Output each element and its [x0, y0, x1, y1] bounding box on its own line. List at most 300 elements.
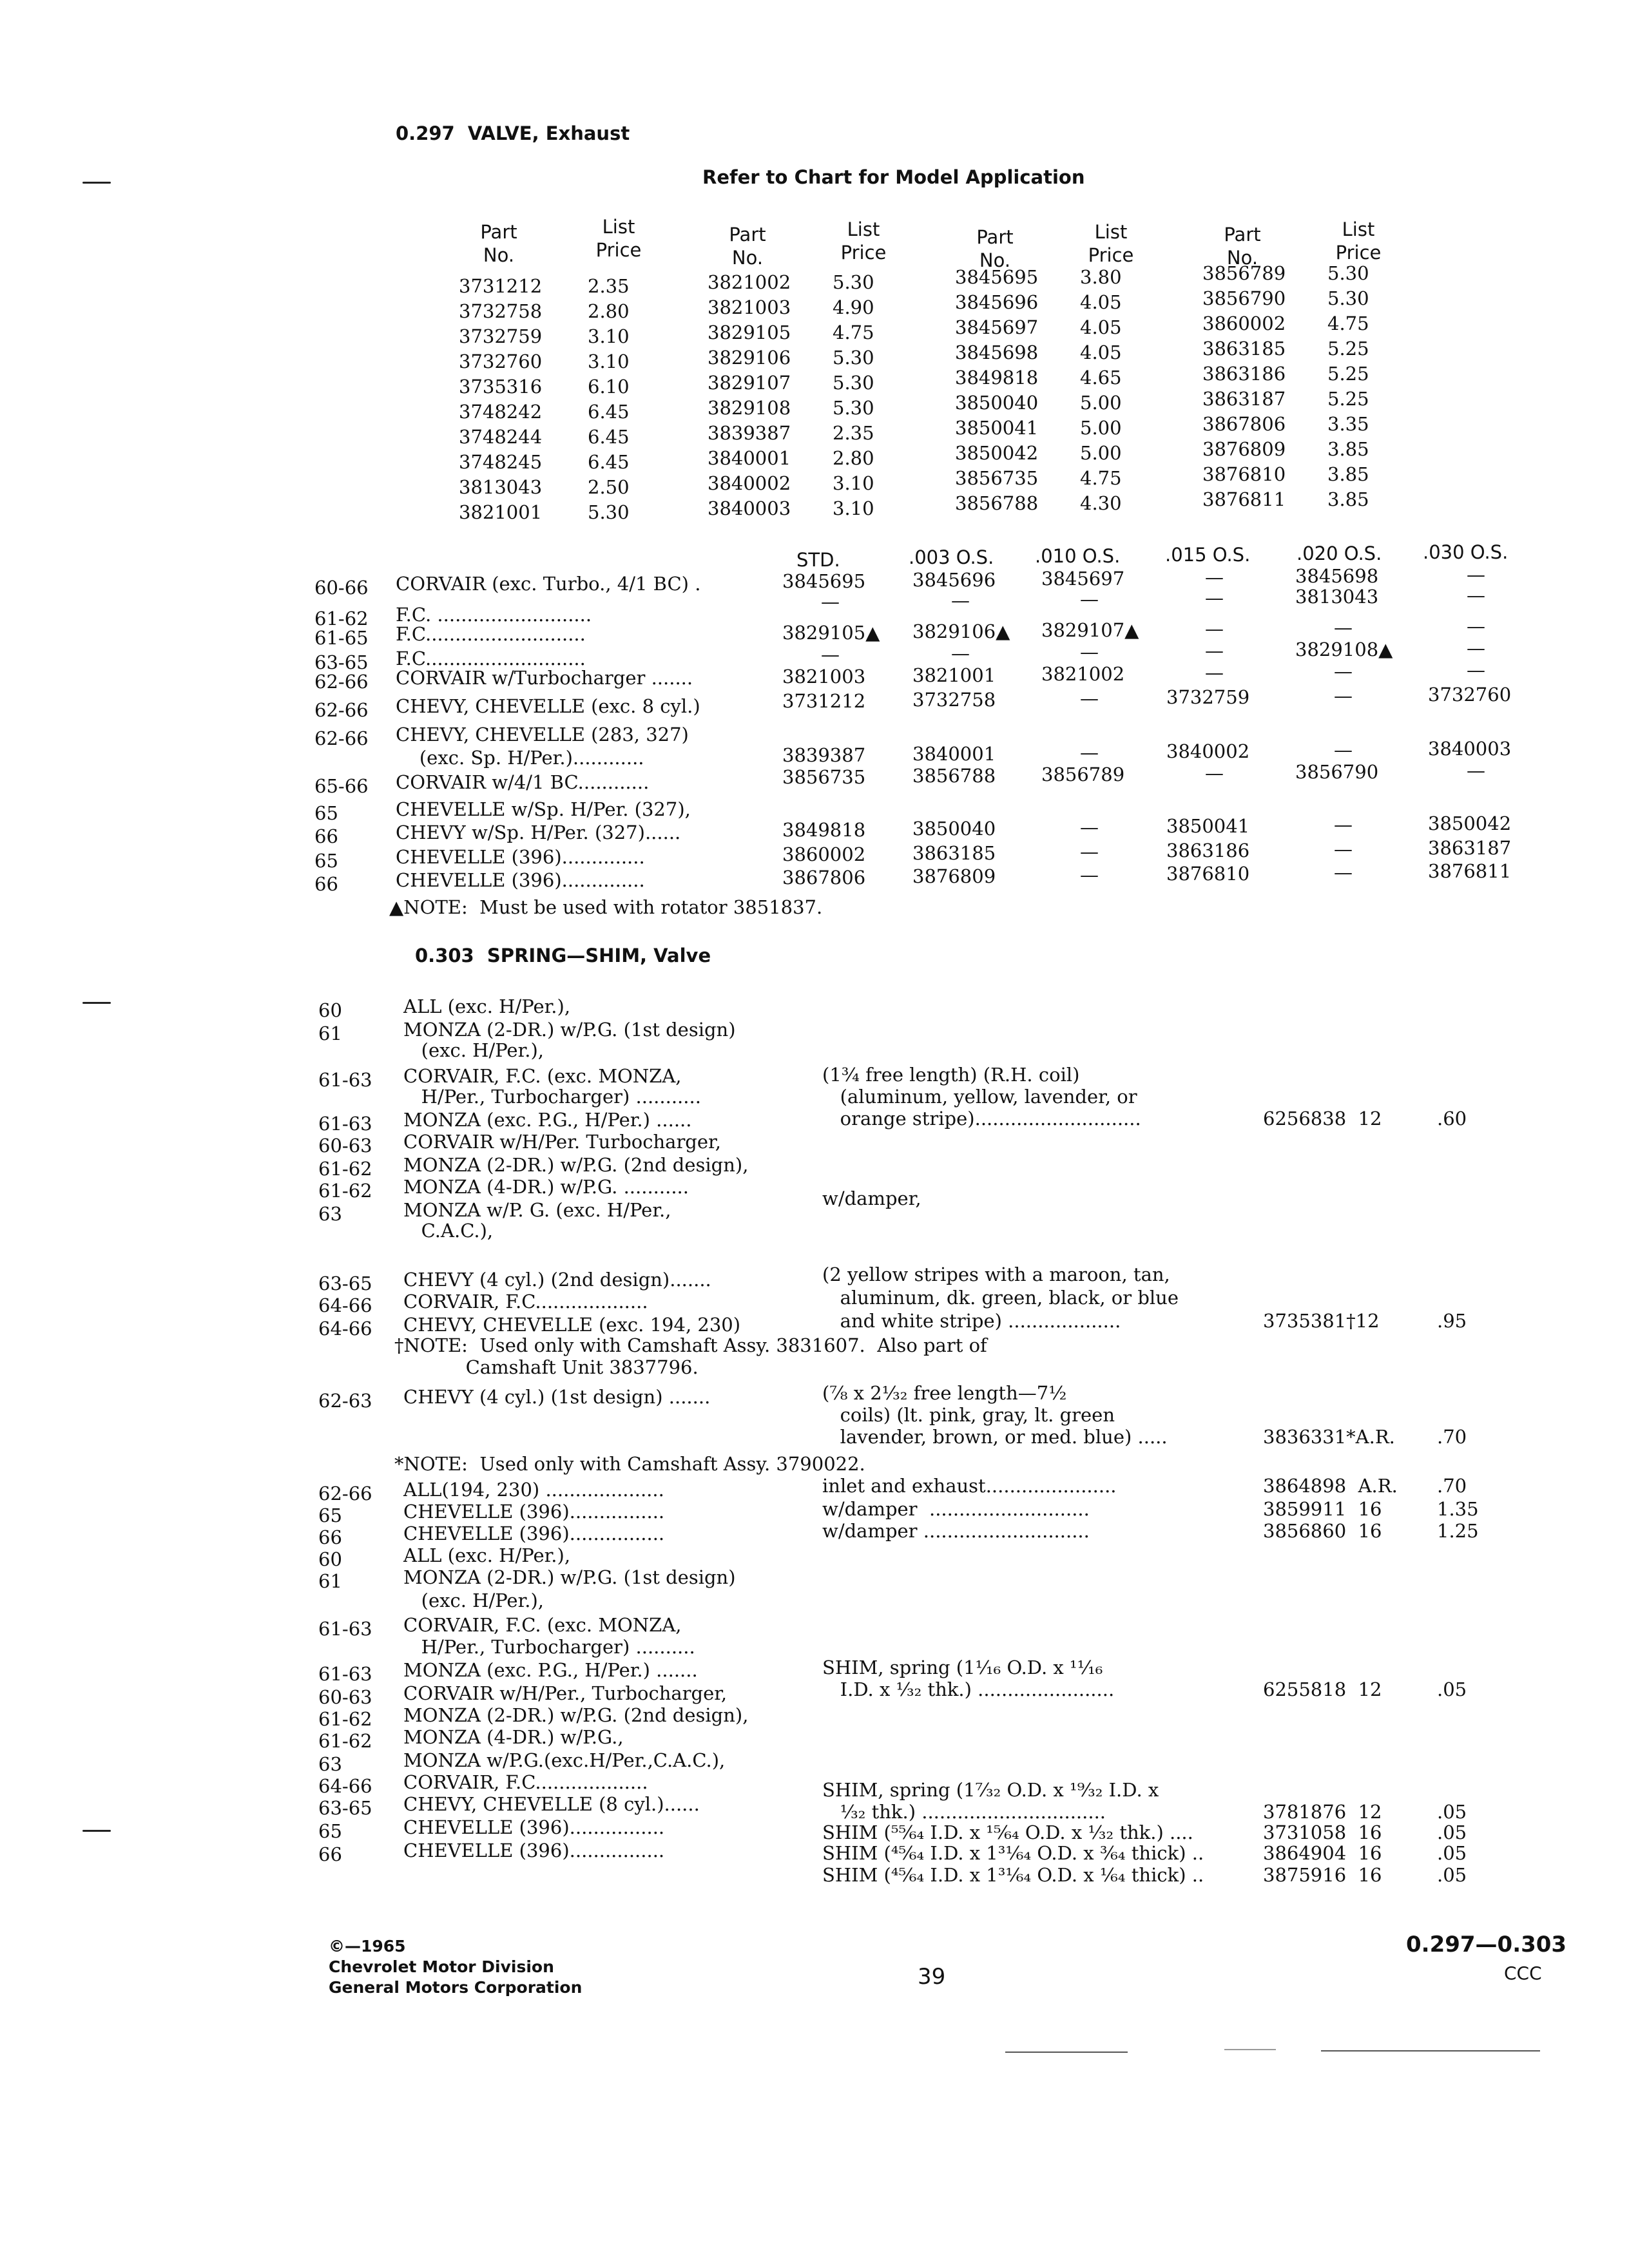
spring-row-desc: MONZA (2-DR.) w/P.G. (1st design) [403, 1019, 736, 1041]
price-table-list-price: 2.50 [588, 476, 630, 498]
spring-row-desc: CHEVY, CHEVELLE (8 cyl.)...... [403, 1793, 700, 1815]
spring-row-part: 6256838 12 [1263, 1108, 1382, 1129]
oversize-cell: — [951, 642, 970, 664]
price-table-part-no: 3840001 [708, 447, 791, 469]
oversize-row-desc: F.C........................... [396, 648, 586, 669]
division: Chevrolet Motor Division [329, 1957, 554, 1976]
spring-row-desc: CORVAIR w/H/Per. Turbocharger, [403, 1131, 721, 1153]
oversize-cell: — [1334, 861, 1353, 883]
price-table-list-price: 5.30 [833, 372, 874, 394]
spring-row-desc: CORVAIR, F.C................... [403, 1771, 648, 1793]
oversize-cell: 3839387 [782, 744, 866, 766]
margin-mark-3 [82, 1830, 111, 1832]
spring-row-desc: MONZA (exc. P.G., H/Per.) ...... [403, 1109, 692, 1131]
oversize-cell: — [1205, 618, 1224, 640]
price-table-list-price: 3.85 [1327, 463, 1369, 485]
spring-row-year: 64-66 [318, 1775, 372, 1797]
spring-row-desc: (exc. H/Per.), [403, 1590, 545, 1611]
spring-row-desc: MONZA (2-DR.) w/P.G. (1st design) [403, 1566, 736, 1588]
price-table-part-no: 3829107 [708, 372, 791, 394]
spring-row-desc: ALL (exc. H/Per.), [403, 1544, 571, 1566]
price-table-list-price: 5.30 [833, 271, 874, 293]
oversize-row-year: 66 [314, 873, 338, 895]
spring-row-year: 60-63 [318, 1686, 372, 1708]
spring-row-year: 60 [318, 999, 342, 1021]
spring-row-desc: H/Per., Turbocharger) .......... [403, 1636, 695, 1658]
oversize-row-year: 65-66 [314, 775, 369, 797]
spring-row-desc: CORVAIR, F.C. (exc. MONZA, [403, 1065, 682, 1087]
price-table-list-price: 3.80 [1080, 266, 1122, 288]
oversize-cell: — [821, 591, 840, 613]
spring-row-spec: aluminum, dk. green, black, or blue [822, 1287, 1179, 1309]
spring-row-year: 63 [318, 1753, 342, 1775]
price-table-list-price: 4.65 [1080, 367, 1122, 389]
spring-row-part: 6255818 12 [1263, 1678, 1382, 1700]
oversize-col-header: STD. [796, 549, 840, 571]
price-table-list-price: 6.45 [588, 426, 630, 448]
price-table-list-price: 3.35 [1327, 413, 1369, 435]
spring-row-year: 63 [318, 1203, 342, 1225]
price-table-part-no: 3845696 [955, 291, 1039, 313]
oversize-cell: 3845697 [1041, 568, 1125, 590]
spring-row-year: 62-63 [318, 1390, 372, 1412]
spring-row-year: 60-63 [318, 1135, 372, 1157]
oversize-cell: 3840001 [912, 743, 996, 765]
price-table-part-no: 3829108 [708, 397, 791, 419]
spring-row-part: 3731058 16 [1263, 1821, 1382, 1843]
spring-row-desc: MONZA (2-DR.) w/P.G. (2nd design), [403, 1154, 749, 1176]
bottom-rule-3 [1321, 2050, 1540, 2052]
oversize-cell: 3821001 [912, 664, 996, 686]
oversize-cell: — [1334, 739, 1353, 761]
spring-row-spec: lavender, brown, or med. blue) ..... [822, 1426, 1168, 1448]
oversize-cell: 3840003 [1428, 738, 1512, 760]
spring-row-spec: SHIM, spring (1⁷⁄₃₂ O.D. x ¹⁹⁄₃₂ I.D. x [822, 1779, 1159, 1801]
oversize-col-header: .015 O.S. [1165, 544, 1251, 566]
spring-row-price: .05 [1437, 1678, 1467, 1700]
oversize-cell: 3863187 [1428, 837, 1512, 859]
price-table-part-no: 3845697 [955, 316, 1039, 338]
oversize-row-year: 65 [314, 850, 338, 872]
price-table-part-no: 3829105 [708, 322, 791, 343]
price-table-list-price: 4.05 [1080, 291, 1122, 313]
spring-row-desc: CORVAIR, F.C................... [403, 1291, 648, 1312]
price-table-list-price: 2.80 [588, 300, 630, 322]
oversize-cell: 3856735 [782, 766, 866, 788]
spring-row-spec: I.D. x ¹⁄₃₂ thk.) ....................... [822, 1678, 1115, 1700]
spring-row-part: 3864898 A.R. [1263, 1475, 1398, 1497]
spring-row-spec: w/damper ............................ [822, 1520, 1090, 1542]
oversize-cell: — [1467, 615, 1485, 637]
price-table-part-no: 3821003 [708, 296, 791, 318]
spring-row-desc: MONZA (4-DR.) w/P.G., [403, 1726, 624, 1748]
oversize-row-year: 62-66 [314, 727, 369, 749]
price-table-part-no: 3840002 [708, 472, 791, 494]
price-table-list-price: 5.00 [1080, 392, 1122, 414]
price-table-part-header: Part No. [480, 221, 517, 266]
spring-row-desc: (exc. H/Per.), [403, 1039, 545, 1061]
oversize-cell: 3856790 [1295, 761, 1379, 783]
oversize-row-desc: CORVAIR w/Turbocharger ....... [396, 667, 693, 689]
spring-row-year: 65 [318, 1820, 342, 1842]
spring-row-price: .95 [1437, 1310, 1467, 1332]
price-table-list-price: 2.35 [588, 275, 630, 297]
price-table-list-price: 5.00 [1080, 417, 1122, 439]
spring-row-desc: H/Per., Turbocharger) ........... [403, 1086, 701, 1108]
spring-row-year: 64-66 [318, 1318, 372, 1340]
price-table-list-price: 5.25 [1327, 363, 1369, 385]
spring-row-year: 61-63 [318, 1113, 372, 1135]
price-table-list-price: 5.00 [1080, 442, 1122, 464]
spring-row-desc: CHEVELLE (396)................ [403, 1501, 665, 1523]
oversize-cell: 3850040 [912, 818, 996, 840]
price-table-part-no: 3731212 [459, 275, 543, 297]
spring-row-desc: ALL(194, 230) .................... [403, 1479, 664, 1501]
spring-row-spec: (⅞ x 2¹⁄₃₂ free length—7½ [822, 1382, 1067, 1404]
spring-row-part: 3875916 16 [1263, 1864, 1382, 1886]
oversize-row-year: 66 [314, 825, 338, 847]
price-table-list-price: 4.30 [1080, 492, 1122, 514]
oversize-cell: — [1205, 762, 1224, 784]
spring-row-year: 61-62 [318, 1708, 372, 1730]
price-table-part-no: 3863187 [1202, 388, 1286, 410]
spring-row-price: .05 [1437, 1842, 1467, 1864]
price-table-list-price: 4.90 [833, 296, 874, 318]
spring-row-desc: MONZA (2-DR.) w/P.G. (2nd design), [403, 1704, 749, 1726]
price-table-list-price: 4.75 [1080, 467, 1122, 489]
spring-row-part: 3856860 16 [1263, 1520, 1382, 1542]
price-table-list-price: 3.10 [588, 351, 630, 372]
price-table-list-price: 4.05 [1080, 316, 1122, 338]
price-table-price-header: List Price [840, 218, 887, 264]
oversize-cell: — [1080, 742, 1099, 764]
page-number: 39 [918, 1964, 946, 1990]
spring-row-desc: CORVAIR, F.C. (exc. MONZA, [403, 1614, 682, 1636]
margin-mark-1 [82, 182, 111, 184]
oversize-row-desc: CHEVY, CHEVELLE (exc. 8 cyl.) [396, 695, 700, 717]
oversize-cell: 3849818 [782, 819, 866, 841]
spring-row-year: 62-66 [318, 1483, 372, 1504]
oversize-cell: 3829108▲ [1295, 639, 1393, 660]
spring-row-desc: CORVAIR w/H/Per., Turbocharger, [403, 1682, 728, 1704]
copyright: ©—1965 [329, 1937, 406, 1956]
spring-row-part: 3859911 16 [1263, 1498, 1382, 1520]
oversize-cell: 3732758 [912, 689, 996, 711]
oversize-col-header: .030 O.S. [1423, 541, 1509, 563]
price-table-part-no: 3876809 [1202, 438, 1286, 460]
oversize-cell: 3813043 [1295, 586, 1379, 608]
spring-row-spec: (1¾ free length) (R.H. coil) [822, 1064, 1080, 1086]
spring-row-price: .05 [1437, 1801, 1467, 1823]
price-table-list-price: 5.30 [833, 347, 874, 369]
spring-row-year: 66 [318, 1843, 342, 1865]
oversize-row-desc: CHEVY w/Sp. H/Per. (327)...... [396, 822, 681, 843]
price-table-list-price: 5.30 [833, 397, 874, 419]
price-table-part-no: 3821001 [459, 501, 543, 523]
price-table-part-no: 3821002 [708, 271, 791, 293]
spring-row-desc: MONZA w/P. G. (exc. H/Per., [403, 1199, 671, 1221]
price-table-part-no: 3748244 [459, 426, 543, 448]
spring-row-spec: (aluminum, yellow, lavender, or [822, 1086, 1137, 1108]
price-table-part-no: 3839387 [708, 422, 791, 444]
oversize-row-desc: CHEVELLE (396).............. [396, 869, 645, 891]
margin-mark-2 [82, 1002, 111, 1004]
oversize-row-desc: CORVAIR (exc. Turbo., 4/1 BC) . [396, 573, 701, 595]
spring-note: †NOTE: Used only with Camshaft Assy. 3831607. Also part of [394, 1334, 987, 1356]
oversize-col-header: .010 O.S. [1035, 545, 1121, 567]
page-code: CCC [1504, 1963, 1542, 1984]
oversize-row-desc: F.C........................... [396, 623, 586, 645]
oversize-cell: — [821, 644, 840, 666]
oversize-col-header: .003 O.S. [909, 546, 994, 568]
spring-row-year: 61-63 [318, 1069, 372, 1091]
price-table-list-price: 3.10 [833, 497, 874, 519]
spring-row-desc: CHEVELLE (396)................ [403, 1523, 665, 1544]
spring-row-spec: w/damper ........................... [822, 1498, 1090, 1520]
oversize-cell: — [1080, 816, 1099, 838]
spring-row-desc: MONZA (exc. P.G., H/Per.) ....... [403, 1659, 698, 1681]
oversize-row-year: 65 [314, 802, 338, 824]
price-table-part-no: 3829106 [708, 347, 791, 369]
oversize-cell: — [1334, 838, 1353, 860]
spring-row-spec: coils) (lt. pink, gray, lt. green [822, 1404, 1115, 1426]
spring-row-price: .05 [1437, 1864, 1467, 1886]
spring-row-spec: SHIM (⁴⁵⁄₆₄ I.D. x 1³¹⁄₆₄ O.D. x ¹⁄₆₄ thick) .. [822, 1864, 1204, 1886]
price-table-part-no: 3856735 [955, 467, 1039, 489]
spring-row-price: .60 [1437, 1108, 1467, 1129]
price-table-list-price: 4.75 [1327, 312, 1369, 334]
spring-row-desc: C.A.C.), [403, 1220, 494, 1242]
oversize-cell: 3731212 [782, 690, 866, 712]
price-table-part-no: 3849818 [955, 367, 1039, 389]
oversize-row-desc: CHEVELLE w/Sp. H/Per. (327), [396, 798, 691, 820]
spring-row-part: 3864904 16 [1263, 1842, 1382, 1864]
oversize-cell: 3732760 [1428, 684, 1512, 706]
spring-row-spec: orange stripe)............................ [822, 1108, 1141, 1129]
price-table-price-header: List Price [595, 216, 642, 261]
oversize-cell: 3856788 [912, 765, 996, 787]
oversize-row-year: 62-66 [314, 671, 369, 693]
price-table-part-no: 3856790 [1202, 287, 1286, 309]
spring-row-price: 1.35 [1437, 1498, 1479, 1520]
price-table-part-no: 3845698 [955, 341, 1039, 363]
spring-row-desc: CHEVY, CHEVELLE (exc. 194, 230) [403, 1314, 741, 1336]
oversize-cell: 3829106▲ [912, 620, 1010, 642]
oversize-cell: 3860002 [782, 843, 866, 865]
oversize-cell: 3845698 [1295, 565, 1379, 587]
oversize-row-year: 61-65 [314, 627, 369, 649]
oversize-cell: — [1467, 659, 1485, 681]
oversize-cell: — [1080, 841, 1099, 863]
spring-row-year: 66 [318, 1526, 342, 1548]
price-table-list-price: 5.30 [1327, 262, 1369, 284]
oversize-cell: — [1467, 760, 1485, 782]
oversize-row-desc: CORVAIR w/4/1 BC............ [396, 771, 650, 793]
oversize-row-desc: CHEVELLE (396).............. [396, 846, 645, 868]
price-table-part-no: 3867806 [1202, 413, 1286, 435]
oversize-cell: — [951, 590, 970, 611]
oversize-cell: — [1467, 637, 1485, 659]
oversize-col-header: .020 O.S. [1296, 543, 1382, 564]
refer-note: Refer to Chart for Model Application [702, 166, 1085, 188]
spring-row-desc: MONZA (4-DR.) w/P.G. ........... [403, 1176, 689, 1198]
price-table-part-no: 3876811 [1202, 488, 1286, 510]
price-table-part-no: 3840003 [708, 497, 791, 519]
oversize-cell: — [1467, 564, 1485, 586]
spring-row-price: .70 [1437, 1475, 1467, 1497]
spring-row-spec: w/damper, [822, 1187, 921, 1209]
oversize-cell: — [1080, 864, 1099, 886]
price-table-part-no: 3850042 [955, 442, 1039, 464]
oversize-cell: — [1080, 588, 1099, 610]
price-table-list-price: 5.30 [588, 501, 630, 523]
oversize-cell: — [1205, 587, 1224, 609]
price-table-part-no: 3732758 [459, 300, 543, 322]
price-table-part-no: 3735316 [459, 376, 543, 398]
spring-row-year: 61-62 [318, 1180, 372, 1202]
price-table-price-header: List Price [1088, 221, 1134, 266]
price-table-part-no: 3732759 [459, 325, 543, 347]
oversize-cell: 3829105▲ [782, 622, 880, 644]
oversize-cell: — [1205, 566, 1224, 588]
oversize-row-year: 62-66 [314, 699, 369, 721]
oversize-cell: — [1334, 660, 1353, 682]
price-table-list-price: 2.35 [833, 422, 874, 444]
spring-row-spec: (2 yellow stripes with a maroon, tan, [822, 1264, 1170, 1285]
spring-row-desc: MONZA w/P.G.(exc.H/Per.,C.A.C.), [403, 1749, 726, 1771]
spring-row-year: 61-62 [318, 1730, 372, 1752]
price-table-part-no: 3856788 [955, 492, 1039, 514]
price-table-list-price: 2.80 [833, 447, 874, 469]
spring-row-desc: CHEVELLE (396)................ [403, 1840, 665, 1861]
spring-row-price: .70 [1437, 1426, 1467, 1448]
bottom-rule-2 [1224, 2049, 1276, 2050]
oversize-cell: — [1080, 641, 1099, 663]
price-table-list-price: 5.30 [1327, 287, 1369, 309]
price-table-part-no: 3850041 [955, 417, 1039, 439]
spring-row-spec: inlet and exhaust...................... [822, 1475, 1117, 1497]
spring-row-desc: CHEVY (4 cyl.) (2nd design)....... [403, 1269, 711, 1291]
section-range: 0.297—0.303 [1406, 1932, 1567, 1957]
spring-row-part: 3836331*A.R. [1263, 1426, 1395, 1448]
oversize-cell: — [1205, 662, 1224, 684]
oversize-cell: — [1334, 617, 1353, 639]
oversize-cell: 3732759 [1166, 686, 1250, 708]
spring-row-price: .05 [1437, 1821, 1467, 1843]
spring-row-desc: ALL (exc. H/Per.), [403, 995, 571, 1017]
oversize-cell: 3863185 [912, 842, 996, 864]
oversize-cell: 3840002 [1166, 740, 1250, 762]
oversize-cell: — [1334, 685, 1353, 707]
oversize-row-desc: F.C. .......................... [396, 604, 592, 626]
section-heading-spring-shim: 0.303 SPRING—SHIM, Valve [415, 945, 711, 966]
spring-row-spec: SHIM, spring (1¹⁄₁₆ O.D. x ¹¹⁄₁₆ [822, 1657, 1103, 1678]
price-table-part-no: 3856789 [1202, 262, 1286, 284]
spring-row-spec: and white stripe) ................... [822, 1310, 1121, 1332]
oversize-cell: 3850041 [1166, 815, 1250, 837]
spring-row-spec: ¹⁄₃₂ thk.) ............................... [822, 1801, 1106, 1823]
spring-row-year: 63-65 [318, 1797, 372, 1819]
price-table-part-no: 3876810 [1202, 463, 1286, 485]
oversize-cell: — [1334, 814, 1353, 836]
spring-row-year: 61 [318, 1023, 342, 1044]
spring-row-year: 65 [318, 1504, 342, 1526]
price-table-part-no: 3748245 [459, 451, 543, 473]
price-table-list-price: 6.45 [588, 451, 630, 473]
spring-row-year: 64-66 [318, 1294, 372, 1316]
spring-row-part: 3781876 12 [1263, 1801, 1382, 1823]
oversize-row-year: 61-62 [314, 608, 369, 629]
price-table-part-no: 3845695 [955, 266, 1039, 288]
spring-row-spec: SHIM (⁴⁵⁄₆₄ I.D. x 1³¹⁄₆₄ O.D. x ³⁄₆₄ thick) .. [822, 1842, 1204, 1864]
price-table-part-no: 3850040 [955, 392, 1039, 414]
price-table-list-price: 3.10 [833, 472, 874, 494]
oversize-cell: 3821002 [1041, 663, 1125, 685]
price-table-list-price: 5.25 [1327, 388, 1369, 410]
oversize-row-year: 63-65 [314, 651, 369, 673]
oversize-cell: 3821003 [782, 666, 866, 687]
price-table-part-no: 3863185 [1202, 338, 1286, 360]
oversize-row-desc: CHEVY, CHEVELLE (283, 327) [396, 724, 689, 745]
spring-row-desc: CHEVELLE (396)................ [403, 1816, 665, 1838]
price-table-list-price: 6.10 [588, 376, 630, 398]
price-table-part-no: 3748242 [459, 401, 543, 423]
oversize-cell: 3829107▲ [1041, 619, 1139, 641]
price-table-part-no: 3860002 [1202, 312, 1286, 334]
oversize-cell: 3876809 [912, 865, 996, 887]
price-table-list-price: 6.45 [588, 401, 630, 423]
bottom-rule-1 [1005, 2052, 1128, 2053]
price-table-part-no: 3813043 [459, 476, 543, 498]
oversize-cell: 3845696 [912, 569, 996, 591]
spring-row-part: 3735381†12 [1263, 1310, 1380, 1332]
spring-note: Camshaft Unit 3837796. [394, 1356, 699, 1378]
price-table-list-price: 3.10 [588, 325, 630, 347]
spring-row-desc: CHEVY (4 cyl.) (1st design) ....... [403, 1386, 711, 1408]
oversize-row-year: 60-66 [314, 577, 369, 599]
oversize-cell: — [1467, 584, 1485, 606]
section-heading-exhaust-valve: 0.297 VALVE, Exhaust [396, 122, 630, 144]
price-table-list-price: 3.85 [1327, 438, 1369, 460]
price-table-part-no: 3732760 [459, 351, 543, 372]
price-table-list-price: 4.05 [1080, 341, 1122, 363]
spring-row-spec: SHIM (⁵⁵⁄₆₄ I.D. x ¹⁵⁄₆₄ O.D. x ¹⁄₃₂ thk.) .... [822, 1821, 1193, 1843]
rotator-note: ▲NOTE: Must be used with rotator 3851837. [389, 896, 823, 918]
price-table-part-no: 3863186 [1202, 363, 1286, 385]
corporation: General Motors Corporation [329, 1978, 583, 1997]
oversize-cell: 3876810 [1166, 863, 1250, 885]
spring-row-year: 60 [318, 1548, 342, 1570]
oversize-cell: 3850042 [1428, 812, 1512, 834]
price-table-part-header: Part No. [1224, 224, 1261, 269]
oversize-cell: 3863186 [1166, 840, 1250, 861]
spring-row-year: 61-62 [318, 1158, 372, 1180]
spring-row-year: 61-63 [318, 1618, 372, 1640]
oversize-cell: 3876811 [1428, 860, 1512, 882]
oversize-cell: 3867806 [782, 867, 866, 889]
oversize-cell: 3856789 [1041, 764, 1125, 785]
oversize-cell: — [1205, 640, 1224, 662]
price-table-price-header: List Price [1335, 218, 1382, 264]
oversize-row-desc: (exc. Sp. H/Per.)............ [396, 747, 644, 769]
spring-row-year: 61 [318, 1570, 342, 1592]
price-table-part-header: Part No. [976, 226, 1014, 271]
spring-row-year: 61-63 [318, 1663, 372, 1685]
spring-row-year: 63-65 [318, 1273, 372, 1294]
spring-note: *NOTE: Used only with Camshaft Assy. 3790022. [394, 1453, 865, 1475]
price-table-list-price: 4.75 [833, 322, 874, 343]
price-table-part-header: Part No. [729, 224, 766, 269]
